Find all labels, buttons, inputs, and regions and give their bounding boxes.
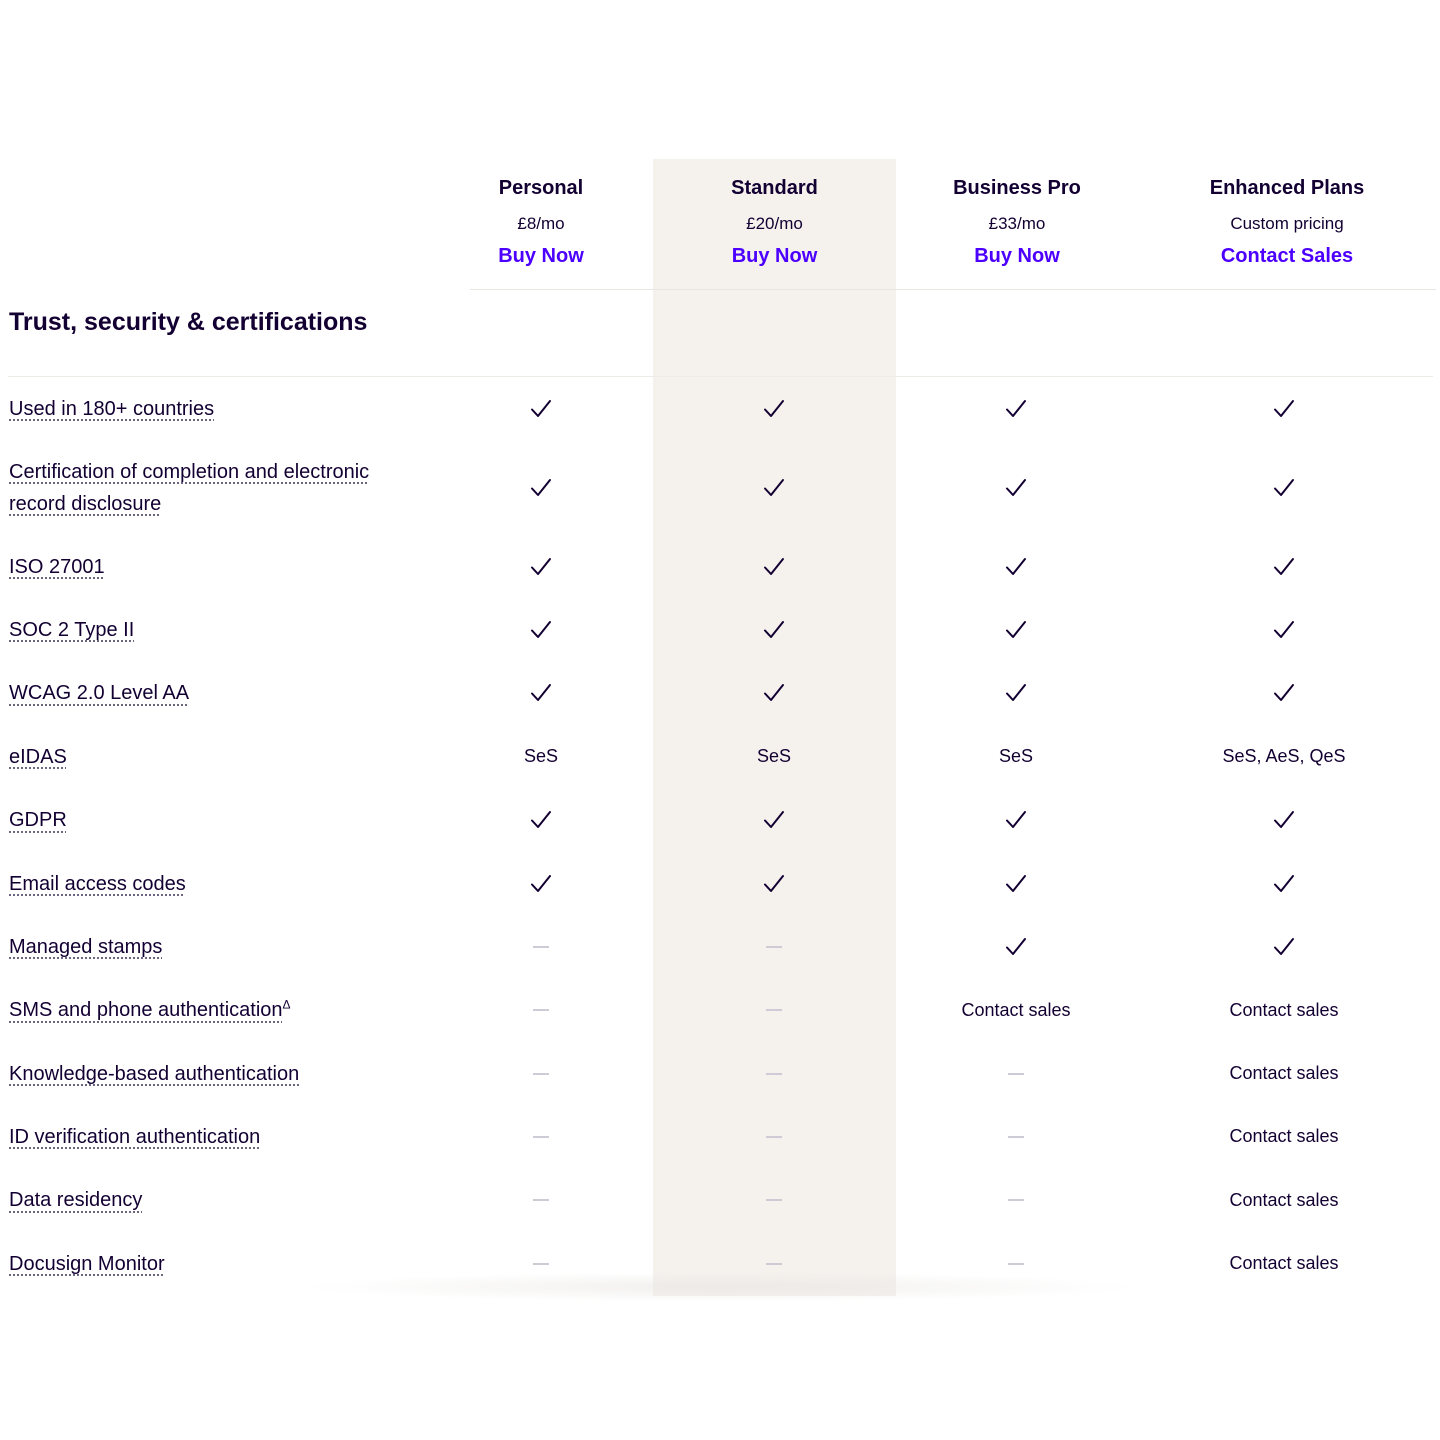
check-icon	[1273, 874, 1295, 894]
table-cell	[703, 598, 845, 661]
feature-label[interactable]	[9, 931, 429, 963]
check-icon	[1005, 620, 1027, 640]
table-cell	[470, 1042, 612, 1105]
cell-value: Contact sales	[1229, 1189, 1339, 1210]
table-row	[0, 440, 1440, 535]
table-cell	[945, 1105, 1087, 1168]
check-icon	[530, 478, 552, 498]
table-row	[0, 788, 1440, 852]
dash-icon	[1008, 1073, 1024, 1075]
table-row	[0, 1232, 1440, 1295]
table-cell	[470, 535, 612, 598]
feature-label[interactable]	[9, 868, 429, 900]
plan-header-enhanced	[1167, 159, 1407, 290]
check-icon	[530, 874, 552, 894]
table-cell	[470, 1168, 612, 1232]
dash-icon	[533, 1009, 549, 1011]
check-icon	[1273, 399, 1295, 419]
table-cell	[470, 725, 612, 788]
table-cell	[703, 915, 845, 978]
table-cell	[945, 535, 1087, 598]
dash-icon	[533, 1263, 549, 1265]
feature-label[interactable]	[9, 1058, 429, 1090]
cell-value: SeS	[523, 746, 559, 766]
plan-header-business-pro	[917, 159, 1117, 290]
table-cell	[703, 978, 845, 1042]
feature-label[interactable]	[9, 551, 429, 583]
table-row	[0, 535, 1440, 598]
dash-icon	[533, 1073, 549, 1075]
dash-icon	[1008, 1199, 1024, 1201]
table-cell	[1183, 377, 1385, 440]
feature-label-text: ID verification authentication	[9, 1125, 261, 1148]
check-icon	[1273, 937, 1295, 957]
dash-icon	[766, 946, 782, 948]
table-row	[0, 1168, 1440, 1232]
feature-label-text: GDPR	[9, 809, 67, 831]
plan-name: Business Pro	[953, 177, 1081, 199]
table-cell	[703, 1168, 845, 1232]
check-icon	[1273, 557, 1295, 577]
table-cell	[470, 1232, 612, 1295]
table-cell	[470, 598, 612, 661]
table-cell	[470, 915, 612, 978]
table-cell	[1183, 598, 1385, 661]
check-icon	[763, 557, 785, 577]
check-icon	[1273, 478, 1295, 498]
table-row	[0, 915, 1440, 978]
table-cell	[1183, 788, 1385, 852]
plan-name: Enhanced Plans	[1209, 177, 1365, 199]
table-cell	[470, 978, 612, 1042]
feature-label-text: SMS and phone authentication	[9, 999, 283, 1021]
check-icon	[1005, 810, 1027, 830]
table-cell	[703, 661, 845, 725]
table-cell	[1183, 1232, 1385, 1295]
check-icon	[530, 557, 552, 577]
plan-name: Personal	[498, 177, 584, 199]
check-icon	[1273, 810, 1295, 830]
feature-label[interactable]	[9, 677, 429, 709]
table-row	[0, 661, 1440, 725]
check-icon	[530, 810, 552, 830]
check-icon	[1005, 557, 1027, 577]
check-icon	[763, 810, 785, 830]
table-cell	[703, 1232, 845, 1295]
table-cell	[470, 1105, 612, 1168]
table-cell	[1183, 661, 1385, 725]
section-title: Trust, security & certifications	[9, 308, 368, 336]
table-cell	[703, 1042, 845, 1105]
cell-value: SeS, AeS, QeS	[1222, 746, 1346, 766]
check-icon	[763, 399, 785, 419]
check-icon	[1005, 874, 1027, 894]
table-cell	[470, 661, 612, 725]
check-icon	[763, 620, 785, 640]
check-icon	[1273, 620, 1295, 640]
table-cell	[703, 440, 845, 535]
feature-table	[0, 377, 1440, 1295]
table-cell	[470, 377, 612, 440]
check-icon	[763, 874, 785, 894]
dash-icon	[533, 1136, 549, 1138]
table-row	[0, 1042, 1440, 1105]
dash-icon	[766, 1073, 782, 1075]
plan-price: £33/mo	[988, 214, 1046, 233]
table-cell	[470, 852, 612, 915]
table-cell	[1183, 725, 1385, 788]
check-icon	[530, 620, 552, 640]
table-cell	[703, 535, 845, 598]
buy-now-personal-link[interactable]: Buy Now	[498, 245, 584, 267]
header-divider	[470, 289, 1436, 290]
table-row	[0, 1105, 1440, 1168]
table-cell	[703, 1105, 845, 1168]
plan-name: Standard	[731, 177, 818, 199]
cell-value: Contact sales	[1229, 999, 1339, 1020]
dash-icon	[533, 1199, 549, 1201]
table-cell	[1183, 978, 1385, 1042]
table-cell	[703, 725, 845, 788]
table-cell	[945, 915, 1087, 978]
table-cell	[1183, 915, 1385, 978]
check-icon	[1273, 683, 1295, 703]
footnote-marker: Δ	[282, 997, 291, 1012]
feature-label-text: WCAG 2.0 Level AA	[9, 682, 190, 704]
dash-icon	[766, 1199, 782, 1201]
feature-label-text: Docusign Monitor	[9, 1252, 165, 1275]
dash-icon	[533, 946, 549, 948]
table-row	[0, 978, 1440, 1042]
table-cell	[945, 1042, 1087, 1105]
table-cell	[945, 852, 1087, 915]
dash-icon	[766, 1009, 782, 1011]
feature-label-text: Knowledge-based authentication	[9, 1062, 300, 1085]
feature-label[interactable]	[9, 804, 429, 836]
cell-value: Contact sales	[1229, 1063, 1339, 1083]
check-icon	[530, 399, 552, 419]
cell-value: Contact sales	[961, 999, 1071, 1020]
dash-icon	[766, 1136, 782, 1138]
check-icon	[1005, 937, 1027, 957]
feature-label[interactable]	[9, 393, 429, 425]
feature-label[interactable]	[9, 1121, 429, 1153]
feature-label-text: Used in 180+ countries	[9, 397, 215, 420]
table-cell	[945, 725, 1087, 788]
cell-value: SeS	[998, 746, 1034, 766]
feature-label-text: Certification of completion and electronic record disclosure	[9, 460, 370, 515]
table-row	[0, 725, 1440, 788]
feature-label[interactable]	[9, 456, 429, 520]
check-icon	[530, 683, 552, 703]
table-cell	[1183, 440, 1385, 535]
table-row	[0, 377, 1440, 440]
table-cell	[1183, 1168, 1385, 1232]
table-cell	[1183, 852, 1385, 915]
check-icon	[763, 478, 785, 498]
cell-value: Contact sales	[1229, 1126, 1339, 1146]
table-row	[0, 852, 1440, 915]
feature-label[interactable]	[9, 1248, 429, 1280]
dash-icon	[1008, 1136, 1024, 1138]
contact-sales-enhanced-link[interactable]: Contact Sales	[1220, 245, 1354, 267]
feature-label-text: eIDAS	[9, 745, 67, 768]
feature-label-text: Email access codes	[9, 872, 186, 895]
table-row	[0, 598, 1440, 661]
feature-label-text: SOC 2 Type II	[9, 618, 135, 641]
feature-label-text: Data residency	[9, 1189, 143, 1211]
feature-label-text: ISO 27001	[9, 555, 105, 578]
cell-value: SeS	[756, 746, 792, 766]
check-icon	[1005, 683, 1027, 703]
table-cell	[703, 377, 845, 440]
table-cell	[1183, 1042, 1385, 1105]
plan-price: £20/mo	[746, 214, 803, 233]
table-cell	[703, 852, 845, 915]
feature-label[interactable]	[9, 614, 429, 646]
check-icon	[1005, 478, 1027, 498]
table-cell	[945, 377, 1087, 440]
table-cell	[945, 598, 1087, 661]
feature-label[interactable]	[9, 994, 429, 1026]
table-cell	[945, 1168, 1087, 1232]
buy-now-business-pro-link[interactable]: Buy Now	[974, 245, 1060, 267]
cell-value: Contact sales	[1229, 1253, 1339, 1273]
table-cell	[945, 661, 1087, 725]
table-cell	[470, 788, 612, 852]
table-cell	[945, 440, 1087, 535]
plan-price: Custom pricing	[1230, 214, 1344, 233]
check-icon	[1005, 399, 1027, 419]
table-cell	[470, 440, 612, 535]
table-cell	[945, 978, 1087, 1042]
check-icon	[763, 683, 785, 703]
plan-header-personal	[470, 159, 612, 290]
dash-icon	[766, 1263, 782, 1265]
table-cell	[945, 788, 1087, 852]
table-cell	[703, 788, 845, 852]
dash-icon	[1008, 1263, 1024, 1265]
plan-price: £8/mo	[517, 214, 565, 233]
table-cell	[945, 1232, 1087, 1295]
feature-label-text: Managed stamps	[9, 935, 163, 958]
plan-header-standard	[653, 159, 896, 290]
table-cell	[1183, 535, 1385, 598]
feature-label[interactable]	[9, 1184, 429, 1216]
buy-now-standard-link[interactable]: Buy Now	[731, 245, 818, 267]
table-cell	[1183, 1105, 1385, 1168]
feature-label[interactable]	[9, 741, 429, 773]
